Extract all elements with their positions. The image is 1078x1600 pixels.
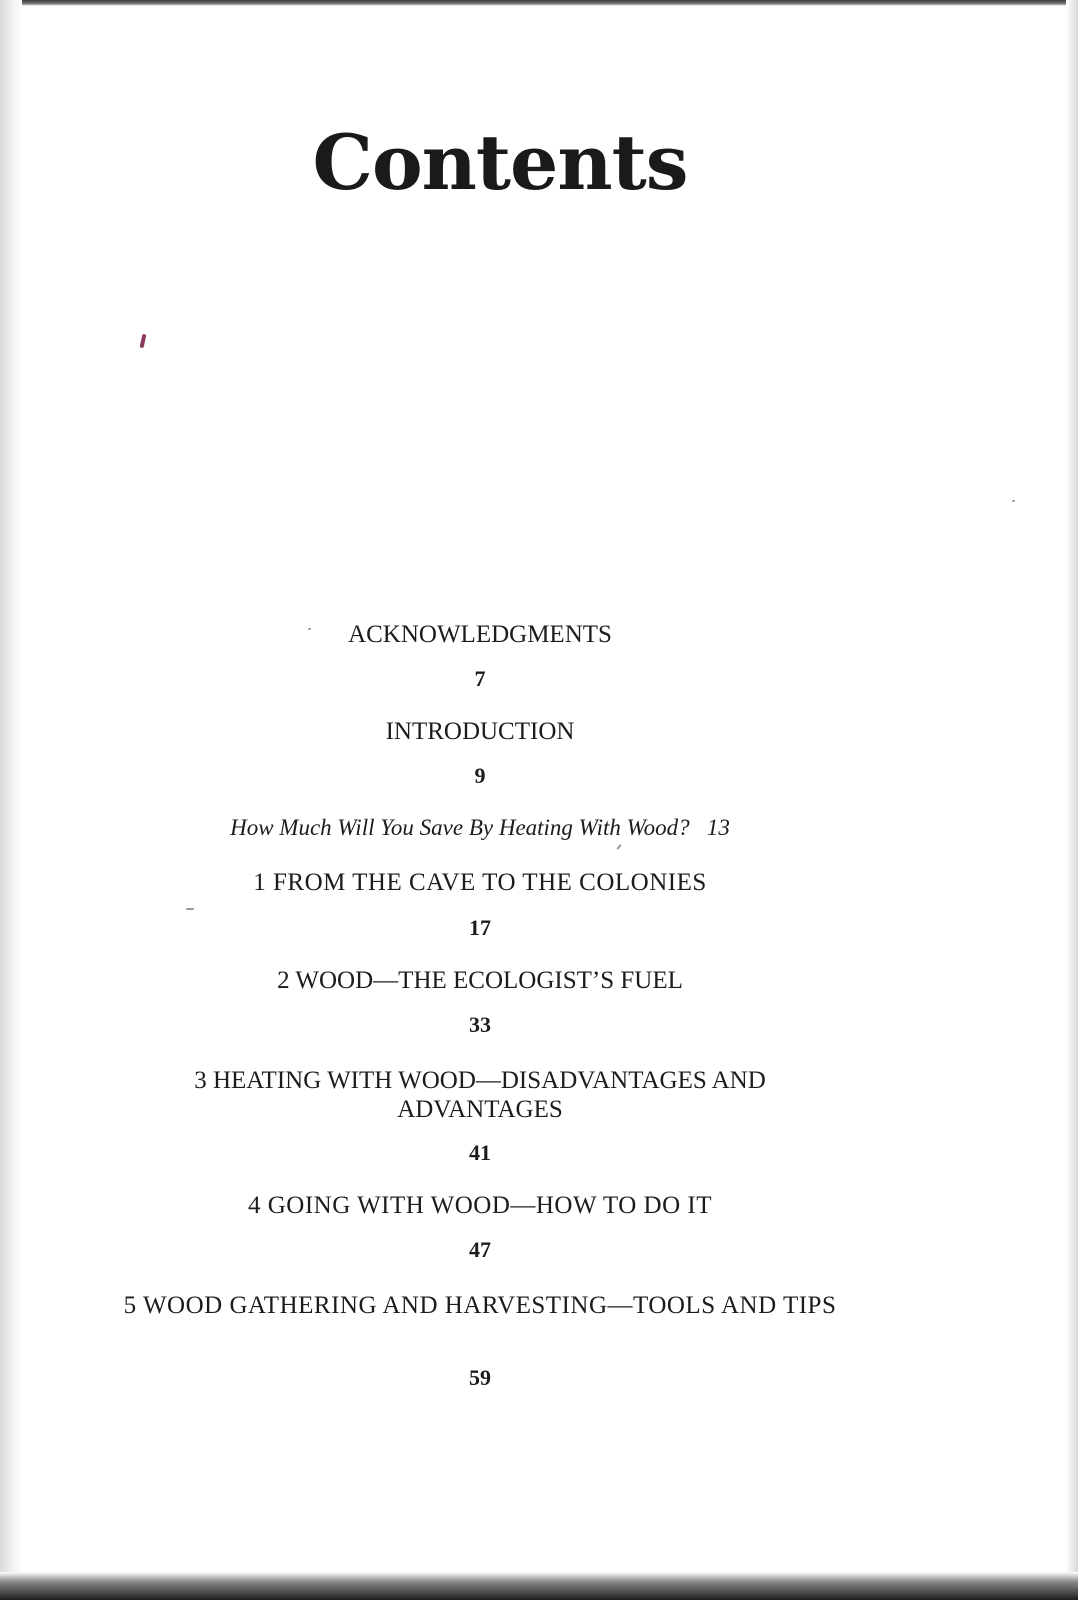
toc-entry-label: 2 WOOD—THE ECOLOGIST’S FUEL (277, 967, 683, 994)
toc-entry-subsection (150, 815, 810, 841)
toc-entry-page: 47 (469, 1237, 491, 1262)
speck (1012, 500, 1015, 502)
speck (616, 844, 621, 850)
toc-entry-label: 3 HEATING WITH WOOD—DISADVANTAGES AND ADVANTAGES (194, 1067, 766, 1123)
toc-entry-label: ACKNOWLEDGMENTS (348, 621, 612, 648)
toc-entry-page: 17 (469, 915, 491, 940)
scan-edge-bottom (0, 1572, 1078, 1600)
scan-edge-right (1066, 0, 1078, 1600)
ink-mark (140, 334, 147, 349)
toc-entry-page: 59 (469, 1365, 491, 1390)
toc-entry-page: 9 (474, 763, 486, 788)
toc-entry-label: 5 WOOD GATHERING AND HARVESTING—TOOLS AND TIPS (123, 1292, 837, 1319)
toc-entry-label: INTRODUCTION (385, 718, 575, 745)
toc-entry-page: 7 (474, 666, 486, 691)
toc-entry-page: 13 (706, 815, 730, 840)
toc-entry-page: 41 (469, 1140, 491, 1165)
toc-entry-label: 1 FROM THE CAVE TO THE COLONIES (253, 869, 707, 896)
page-title: Contents (312, 118, 688, 207)
scan-edge-left (0, 0, 22, 1600)
toc-entry-page: 33 (469, 1012, 491, 1037)
toc-entry-label: How Much Will You Save By Heating With Wood? (230, 815, 690, 840)
speck (186, 908, 194, 910)
toc-entry-label: 4 GOING WITH WOOD—HOW TO DO IT (247, 1192, 713, 1219)
scan-edge-top (0, 0, 1078, 6)
